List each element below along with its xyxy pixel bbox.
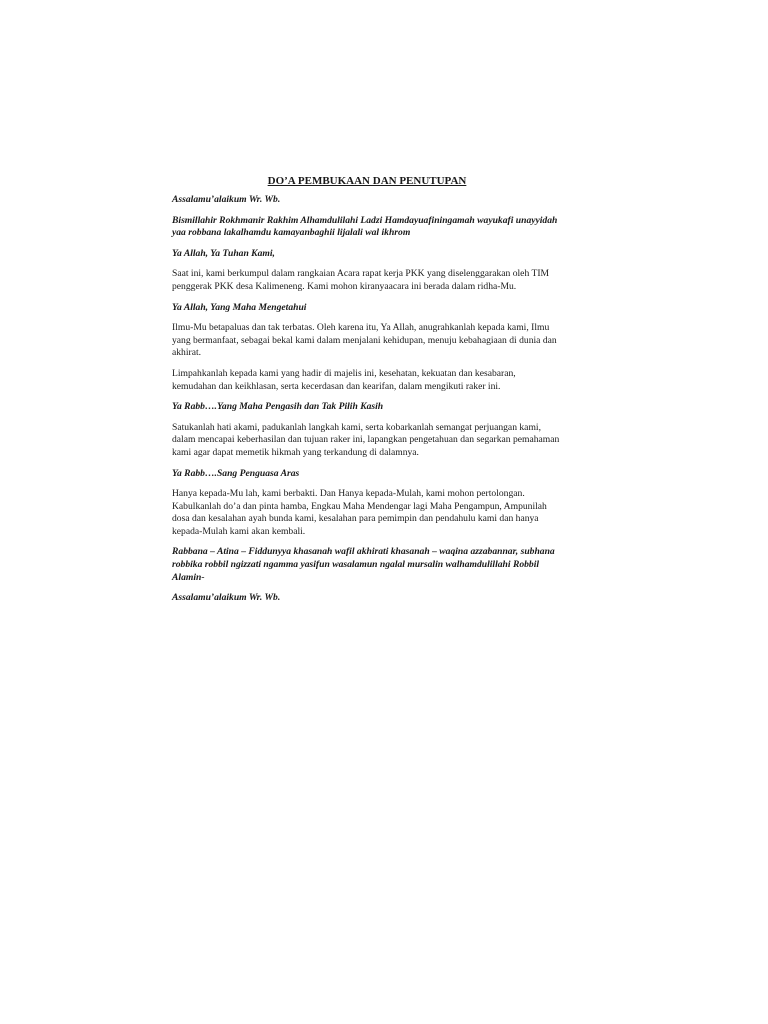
paragraph-5: Hanya kepada-Mu lah, kami berbakti. Dan Hanya kepada-Mulah, kami mohon pertolongan. Kabulkanlah do’a dan pinta hamba, Engkau Maha Mendengar lagi Maha Pengampun, Ampunilah dosa dan kesalahan ayah bunda kami, kesalahan para pemimpin dan pendahulu kami dan hanya kepada-Mulah kami akan kembali. [172, 488, 547, 537]
section-heading-2: Ya Allah, Yang Maha Mengetahui [172, 301, 307, 313]
paragraph-4: Satukanlah hati akami, padukanlah langkah kami, serta kobarkanlah semangat perjuangan kami, dalam mencapai keberhasilan dan tujuan raker ini, lapangkan pengetahuan dan segarkan pemahaman kami agar dapat memetik hikmah yang terkandung di dalamnya. [172, 421, 560, 458]
bismillah-paragraph: Bismillahir Rokhmanir Rakhim Alhamdulilahi Ladzi Hamdayuafiningamah wayukafi unayyidah yaa robbana lakalhamdu kamayanbaghii lijalali wal ikhrom [172, 214, 558, 239]
paragraph-3: Limpahkanlah kepada kami yang hadir di majelis ini, kesehatan, kekuatan dan kesabaran, kemudahan dan keikhlasan, serta kecerdasan dan kearifan, dalam mengikuti raker ini. [172, 367, 516, 392]
closing-prayer: Rabbana – Atina – Fiddunyya khasanah wafil akhirati khasanah – waqina azzabannar, subhana robbika robbil ngizzati ngamma yasifun wasalamun ngalal mursalin walhamdulillahi Robbil Alamin- [172, 546, 555, 583]
paragraph-2: Ilmu-Mu betapaluas dan tak terbatas. Oleh karena itu, Ya Allah, anugrahkanlah kepada kami, Ilmu yang bermanfaat, sebagai bekal kami dalam menjalani kehidupan, menuju kebahagiaan di dunia dan akhirat. [172, 322, 557, 359]
section-heading-3: Ya Rabb….Yang Maha Pengasih dan Tak Pilih Kasih [172, 401, 384, 413]
document-title: DO’A PEMBUKAAN DAN PENUTUPAN [267, 175, 467, 187]
section-heading-1: Ya Allah, Ya Tuhan Kami, [172, 247, 275, 259]
greeting-close: Assalamu’alaikum Wr. Wb. [172, 592, 281, 604]
document-page [172, 174, 562, 613]
section-heading-4: Ya Rabb….Sang Penguasa Aras [172, 467, 300, 479]
paragraph-1: Saat ini, kami berkumpul dalam rangkaian Acara rapat kerja PKK yang diselenggarakan oleh TIM penggerak PKK desa Kalimeneng. Kami mohon kiranyaacara ini berada dalam ridha-Mu. [172, 268, 550, 292]
greeting-open: Assalamu’alaikum Wr. Wb. [172, 194, 281, 205]
